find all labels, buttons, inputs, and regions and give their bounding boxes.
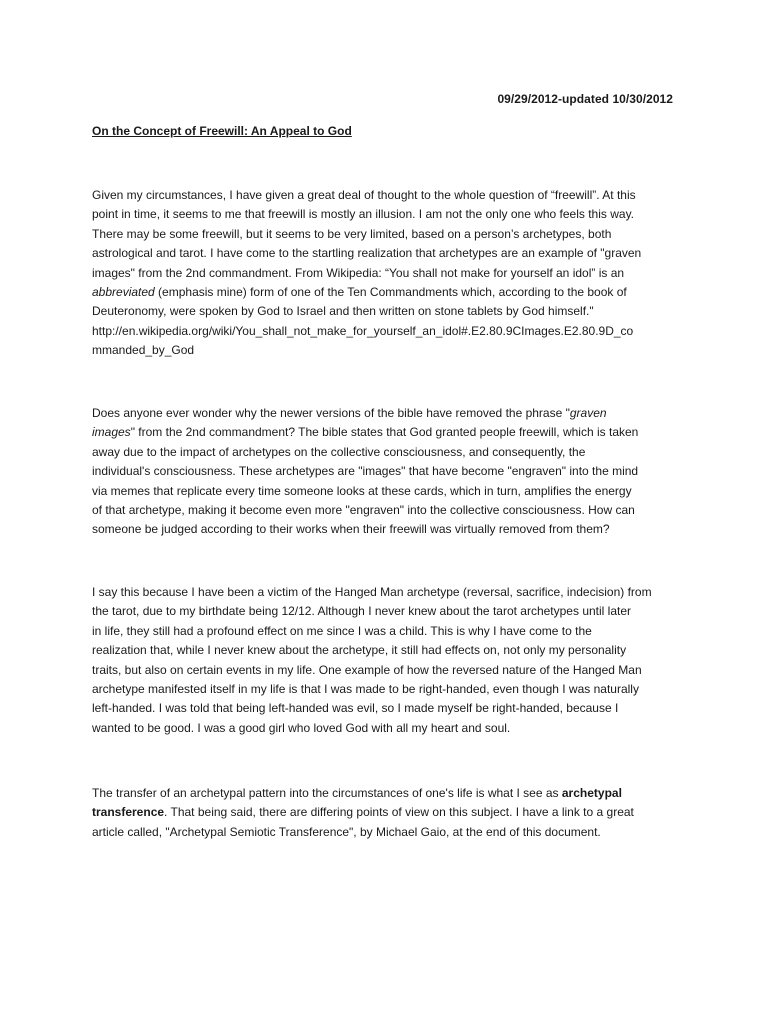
text-line: point in time, it seems to me that freewill is mostly an illusion. I am not the only one who feels this way. bbox=[92, 207, 635, 222]
text-line: realization that, while I never knew about the archetype, it still had effects on, not only my personality bbox=[92, 643, 627, 658]
text-line bbox=[92, 404, 682, 423]
text-span: " from the 2nd commandment? The bible states that God granted people freewill, which is taken bbox=[130, 425, 639, 440]
paragraph-4 bbox=[92, 784, 682, 842]
text-line: via memes that replicate every time someone looks at these cards, which in turn, amplifies the energy bbox=[92, 483, 632, 498]
text-line: Given my circumstances, I have given a great deal of thought to the whole question of “freewill”. At this bbox=[92, 188, 636, 202]
text-line: left-handed. I was told that being left-handed was evil, so I made myself be right-handed, because I bbox=[92, 701, 619, 716]
wikipedia-url-line: mmanded_by_God bbox=[92, 343, 195, 358]
text-line bbox=[92, 803, 682, 822]
text-line: article called, "Archetypal Semiotic Transference", by Michael Gaio, at the end of this document. bbox=[92, 824, 601, 839]
bold-term: transference bbox=[92, 805, 165, 820]
text-line: astrological and tarot. I have come to the startling realization that archetypes are an example of "graven bbox=[92, 246, 642, 261]
text-span: (emphasis mine) form of one of the Ten Commandments which, according to the book of bbox=[154, 285, 627, 300]
italic-emphasis: graven bbox=[569, 406, 607, 420]
paragraph-3 bbox=[92, 583, 682, 738]
text-line bbox=[92, 283, 682, 302]
text-line: the tarot, due to my birthdate being 12/12. Although I never knew about the tarot archetypes until later bbox=[92, 604, 632, 619]
document-date: 09/29/2012-updated 10/30/2012 bbox=[497, 92, 673, 106]
text-line bbox=[92, 784, 682, 803]
text-line: individual's consciousness. These archetypes are "images" that have become "engraven" into the mind bbox=[92, 464, 639, 479]
text-span: . That being said, there are differing points of view on this subject. I have a link to a great bbox=[164, 805, 634, 820]
paragraph-1 bbox=[92, 186, 682, 361]
paragraph-2 bbox=[92, 404, 682, 540]
text-line: Deuteronomy, were spoken by God to Israel and then written on stone tablets by God himself." bbox=[92, 304, 594, 319]
bold-term: archetypal bbox=[561, 786, 622, 800]
text-span: Does anyone ever wonder why the newer versions of the bible have removed the phrase " bbox=[92, 406, 570, 420]
document-title: On the Concept of Freewill: An Appeal to God bbox=[92, 124, 352, 138]
italic-emphasis: images bbox=[92, 425, 131, 440]
text-line: away due to the impact of archetypes on the collective consciousness, and consequently, the bbox=[92, 444, 586, 459]
text-line: of that archetype, making it become even more "engraven" into the collective consciousness. How can bbox=[92, 503, 635, 518]
text-line: traits, but also on certain events in my life. One example of how the reversed nature of the Hanged Man bbox=[92, 662, 642, 677]
wikipedia-url-line: http://en.wikipedia.org/wiki/You_shall_not_make_for_yourself_an_idol#.E2.80.9CImages.E2.80.9D_co bbox=[92, 323, 634, 338]
text-line: wanted to be good. I was a good girl who loved God with all my heart and soul. bbox=[92, 720, 511, 735]
text-line: images" from the 2nd commandment. From Wikipedia: “You shall not make for yourself an idol” is an bbox=[92, 265, 625, 280]
text-line: I say this because I have been a victim of the Hanged Man archetype (reversal, sacrifice, indecision) from bbox=[92, 585, 652, 599]
text-line: archetype manifested itself in my life is that I was made to be right-handed, even though I was naturally bbox=[92, 682, 639, 697]
text-line: someone be judged according to their works when their freewill was virtually removed from them? bbox=[92, 522, 610, 537]
text-line bbox=[92, 423, 682, 442]
italic-emphasis: abbreviated bbox=[92, 285, 155, 300]
text-line: There may be some freewill, but it seems to be very limited, based on a person’s archetypes, both bbox=[92, 226, 612, 241]
text-line: in life, they still had a profound effect on me since I was a child. This is why I have come to the bbox=[92, 623, 592, 638]
text-span: The transfer of an archetypal pattern into the circumstances of one's life is what I see as bbox=[92, 786, 562, 800]
